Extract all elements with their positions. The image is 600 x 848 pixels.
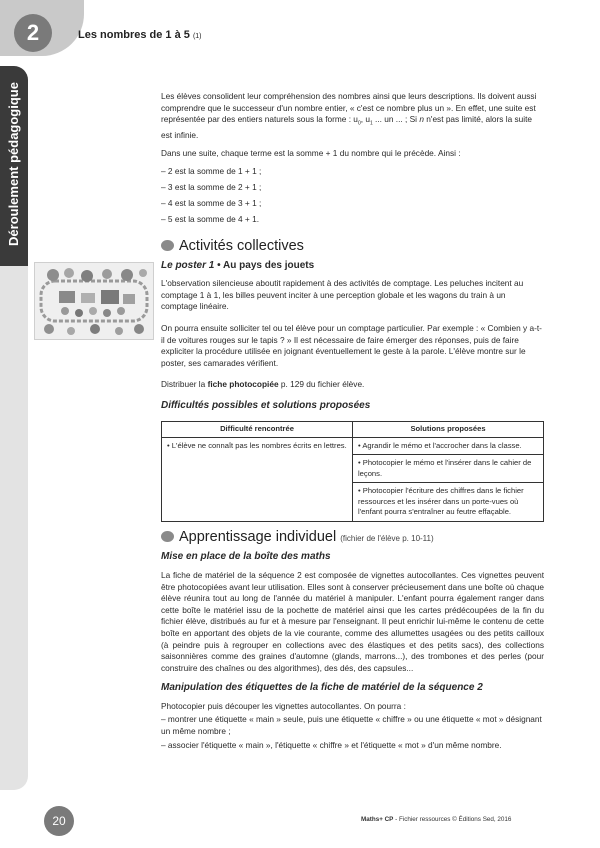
subscript-0: 0	[357, 120, 361, 127]
difficulty-cell: • L'élève ne connaît pas les nombres écrits en lettres.	[162, 437, 353, 521]
page-title-suffix: (1)	[192, 33, 202, 40]
section-title-collective	[161, 238, 304, 254]
solution-item: • Photocopier l'écriture des chiffres dans le fichier ressources et les insérer dans un porte-vues où l'enfant pourra s'entraîner au feutre effaçable.	[358, 486, 524, 516]
poster-paragraph-3	[161, 379, 544, 391]
difficulties-title: Difficultés possibles et solutions proposées	[161, 400, 371, 411]
p3-text-b: p. 129 du fichier élève.	[278, 379, 365, 389]
intro-text-sep: , u	[360, 114, 370, 125]
poster-title	[161, 260, 314, 271]
p3-text-a: Distribuer la	[161, 379, 208, 389]
sidebar-light-band	[0, 266, 28, 790]
footer-credit	[361, 816, 511, 823]
difficulties-table	[161, 421, 544, 522]
poster-thumbnail	[34, 262, 154, 340]
intro-paragraph-2: Dans une suite, chaque terme est la somme + 1 du nombre qui le précède. Ainsi :	[161, 148, 461, 158]
intro-text-c: n'est pas limité, alors la suite est infinie.	[161, 114, 533, 141]
sum-list-item: – 4 est la somme de 3 + 1 ;	[161, 198, 262, 208]
poster-paragraph-2: On pourra ensuite solliciter tel ou tel élève pour un comptage particulier. Par exemple : « Combien y a-t-il de voitures rouges sur le tapis ? » Il est nécessaire de faire émerger des réponses, puis de faire expliciter la procédure utilisée en joignant éventuellement le geste à la parole. L'élève montre sur le poster, ses camarades vérifient.	[161, 323, 542, 368]
intro-paragraph-1	[161, 91, 544, 142]
sum-list-item: – 3 est la somme de 2 + 1 ;	[161, 182, 262, 192]
solutions-cell	[353, 437, 544, 521]
p3-bold: fiche photocopiée	[207, 379, 279, 389]
section-title-individual	[161, 529, 434, 545]
toy-scene-icon	[35, 263, 153, 339]
page-title	[78, 29, 202, 41]
intro-text-b: ... un ... ; Si	[372, 114, 420, 125]
solution-item: • Photocopier le mémo et l'insérer dans le cahier de leçons.	[353, 455, 543, 483]
table-header-difficulty: Difficulté rencontrée	[162, 422, 353, 438]
section-bullet-icon	[161, 240, 174, 251]
intro-text-a: Les élèves consolident leur compréhension des nombres ainsi que leurs descriptions. Ils doivent aussi comprendre que le successeur d'un nombre entier, « c'est ce nombre plus un ». En effet, une suite est représentée par des entiers naturels sous la forme : u	[161, 91, 537, 125]
sum-list-item: – 5 est la somme de 4 + 1.	[161, 214, 260, 224]
section-title-text: Apprentissage individuel	[179, 529, 337, 545]
section-title-aside: (fichier de l'élève p. 10-11)	[340, 534, 434, 543]
solution-item: • Agrandir le mémo et l'accrocher dans la classe.	[353, 438, 543, 456]
subscript-1: 1	[369, 120, 373, 127]
math-box-title: Mise en place de la boîte des maths	[161, 551, 331, 562]
poster-paragraph-1: L'observation silencieuse aboutit rapidement à des activités de comptage. Les peluches incitent au comptage 1 à 1, les billes peuvent inciter à une perception globale et les wagons du train à un comptage linéaire.	[161, 278, 524, 312]
section-bullet-icon	[161, 531, 174, 542]
sidebar-label: Déroulement pédagogique	[6, 82, 21, 246]
page-number: 20	[44, 806, 74, 836]
labels-intro: Photocopier puis découper les vignettes autocollantes. On pourra :	[161, 701, 406, 711]
poster-title-italic: Le poster 1	[161, 260, 215, 271]
sum-list-item: – 2 est la somme de 1 + 1 ;	[161, 166, 262, 176]
labels-title: Manipulation des étiquettes de la fiche de matériel de la séquence 2	[161, 682, 483, 693]
table-header-row	[162, 422, 544, 438]
poster-title-rest: • Au pays des jouets	[214, 260, 315, 271]
footer-brand: Maths+ CP	[361, 816, 394, 823]
labels-item-1: – montrer une étiquette « main » seule, puis une étiquette « chiffre » ou une étiquette « mot » désignant un même nombre ;	[161, 714, 542, 736]
chapter-number-badge: 2	[14, 14, 52, 52]
footer-credit-text: - Fichier ressources © Éditions Sed, 2016	[393, 816, 512, 823]
table-row	[162, 437, 544, 521]
labels-item-2: – associer l'étiquette « main », l'étiquette « chiffre » et l'étiquette « mot » d'un même nombre.	[161, 740, 502, 750]
page-title-text: Les nombres de 1 à 5	[78, 29, 190, 41]
intro-variable-n: n	[419, 114, 424, 125]
table-header-solutions: Solutions proposées	[353, 422, 544, 438]
math-box-paragraph: La fiche de matériel de la séquence 2 est composée de vignettes autocollantes. Ces vignettes peuvent être photocopiées avant leur utilisation. Elles sont à conserver précieusement dans une boîte où chaque élève réunira tout au long de l'année du matériel à manipuler. L'enfant pourra également ranger dans cette boîte le matériel issu de la pochette de matériel ainsi que les cartes prédécoupées de la fin du fichier élève, distribués au fur et à mesure par l'enseignant. Il peut enrichir lui-même le contenu de cette boîte en apportant des objets de la vie courante, comme des allumettes usagées ou des petits cailloux (à peindre puis à regrouper en collections avec des élastiques et des petits sacs), des collections saisonnières comme des graines d'automne (glands, marrons...), des trombones et des perles (pour construire des chaînes ou des algorithmes), des dés, des capsules...	[161, 570, 544, 673]
section-title-text: Activités collectives	[179, 238, 304, 254]
